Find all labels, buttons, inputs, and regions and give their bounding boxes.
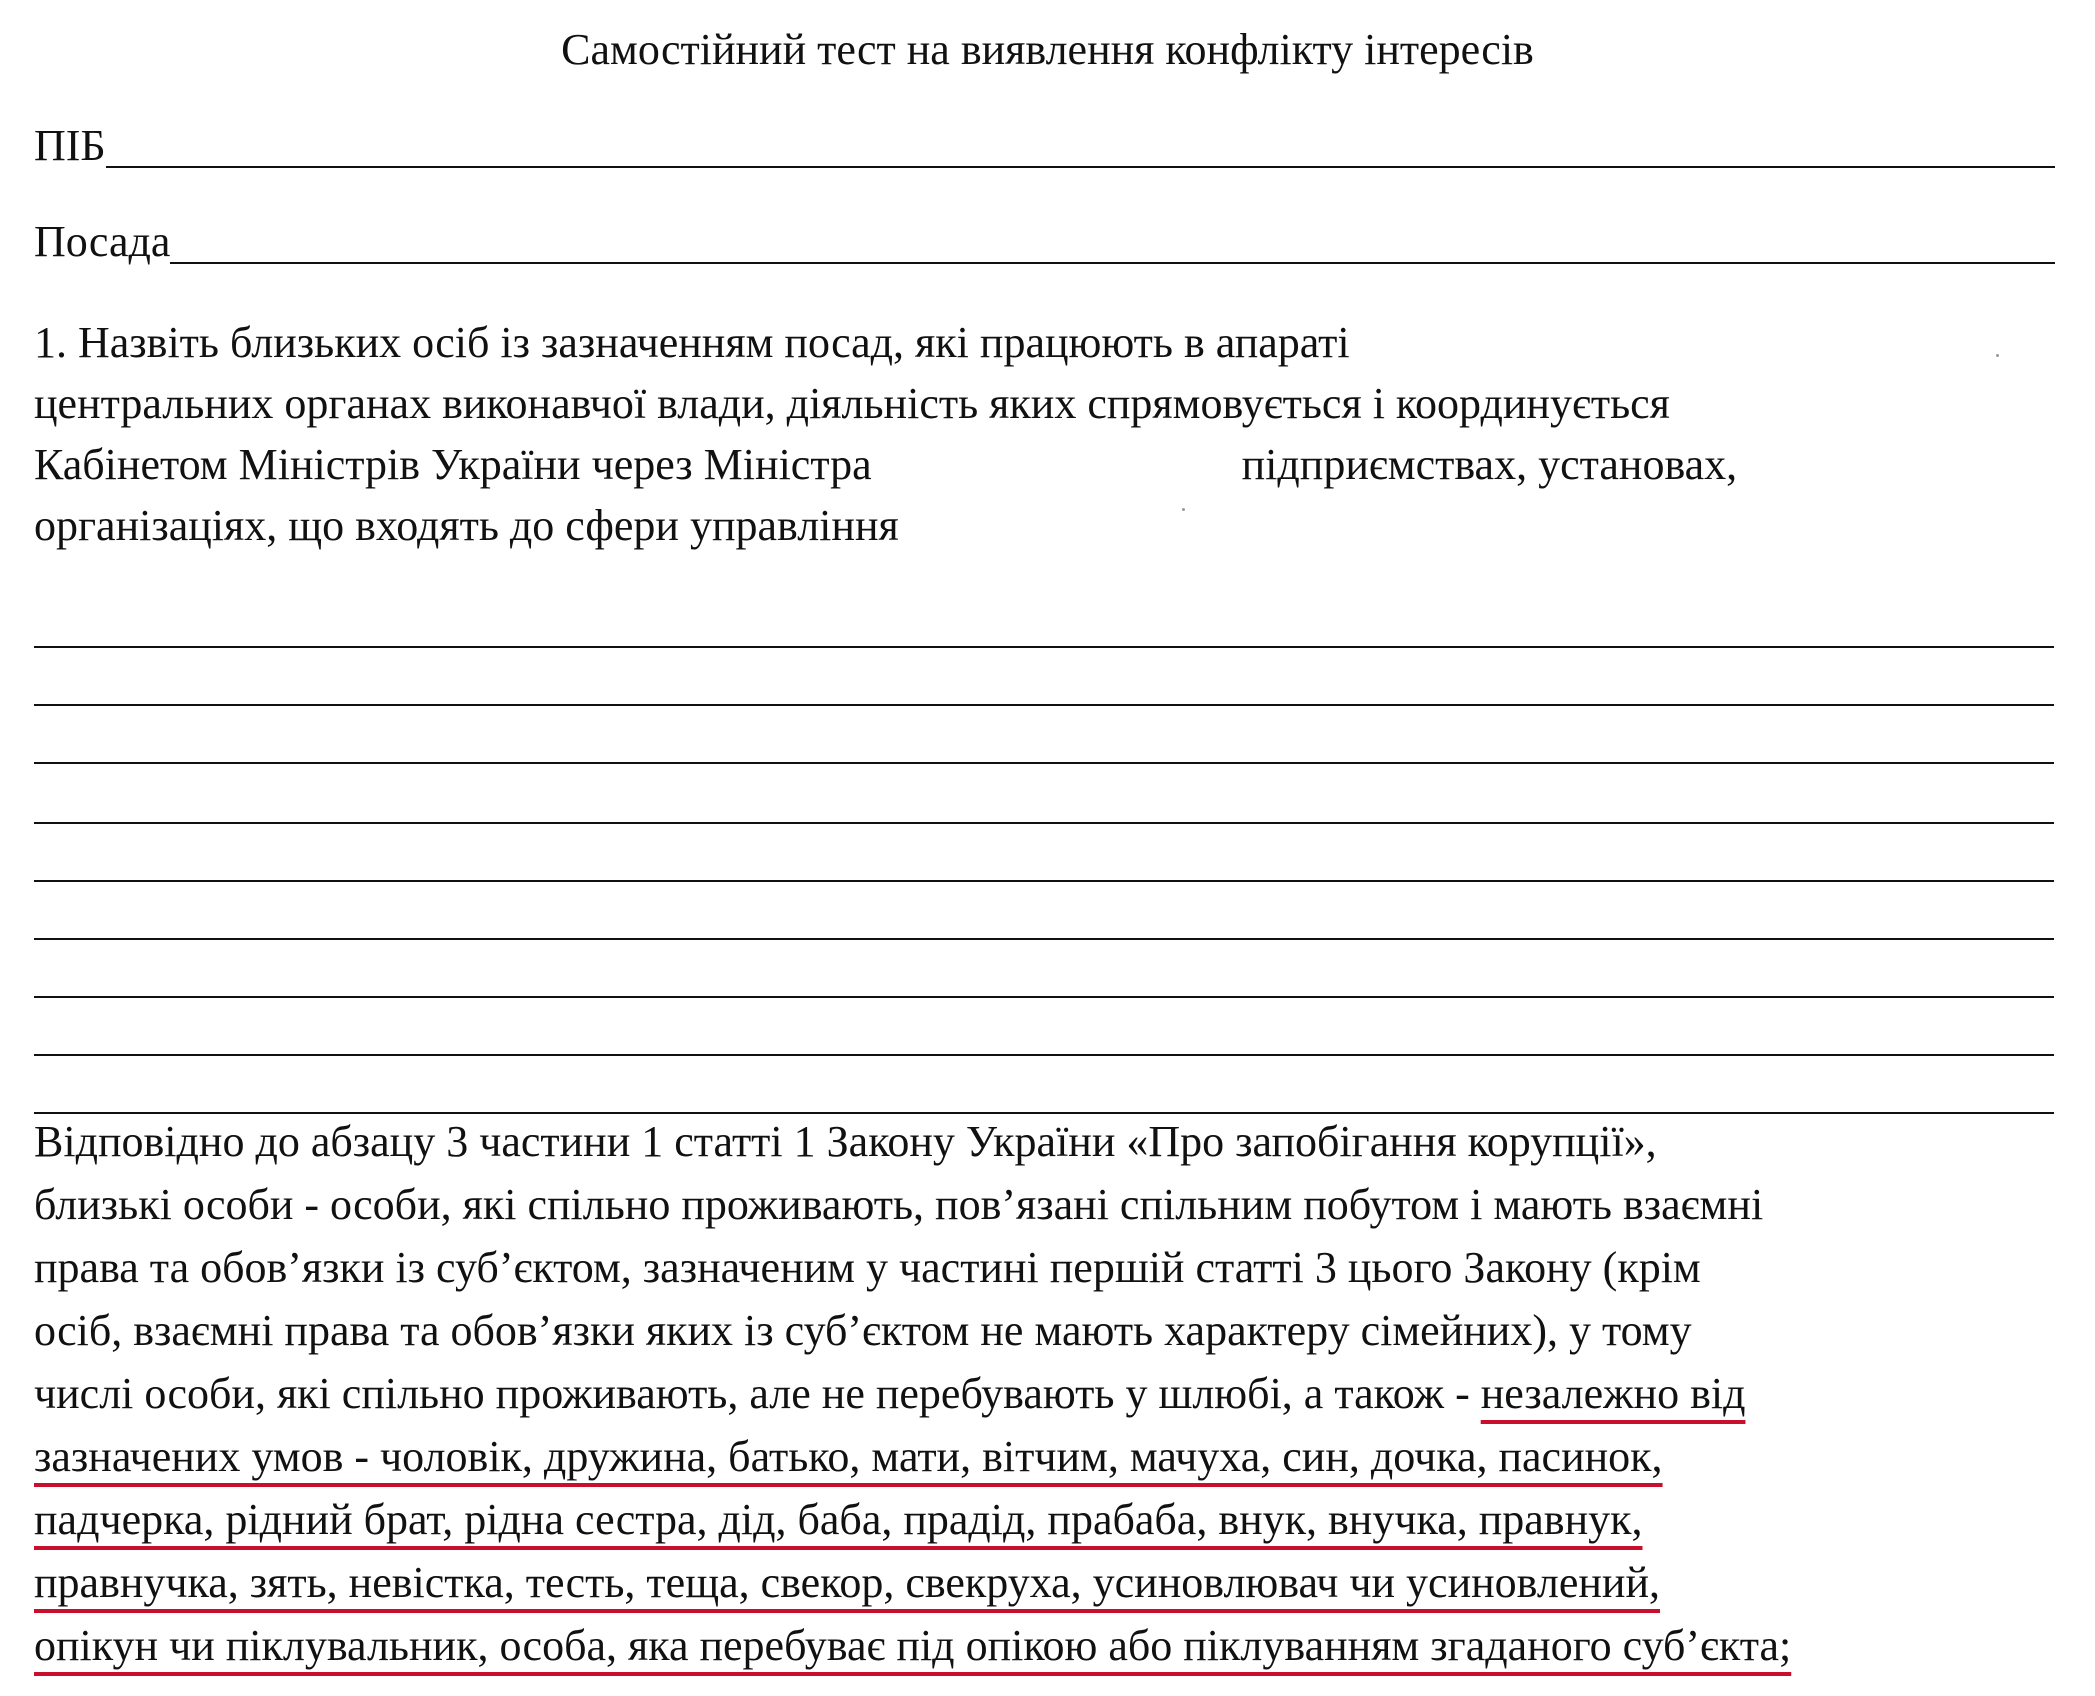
definition-line: осіб, взаємні права та обов’язки яких із суб’єктом не мають характеру сімейних), у тому	[34, 1306, 1692, 1355]
underlined-text: падчерка, рідний брат, рідна сестра, дід, баба, прадід, прабаба, внук, внучка, правнук,	[34, 1495, 1643, 1544]
definition-line	[34, 1425, 2064, 1488]
question-1-line: 1. Назвіть близьких осіб із зазначенням посад, які працюють в апараті	[34, 318, 1350, 367]
document-title: Самостійний тест на виявлення конфлікту інтересів	[561, 25, 1534, 74]
scan-speck	[1182, 508, 1185, 511]
question-1-line	[34, 434, 2024, 495]
question-1-line: організаціях, що входять до сфери управління	[34, 501, 899, 550]
answer-line[interactable]	[34, 704, 2054, 706]
question-1-text: Кабінетом Міністрів України через Міністра	[34, 440, 872, 489]
underlined-text: правнучка, зять, невістка, тесть, теща, свекор, свекруха, усиновлювач чи усиновлений,	[34, 1558, 1661, 1607]
underlined-text: зазначених умов - чоловік, дружина, батько, мати, вітчим, мачуха, син, дочка, пасинок,	[34, 1432, 1663, 1481]
answer-line[interactable]	[34, 822, 2054, 824]
answer-line[interactable]	[34, 938, 2054, 940]
answer-line[interactable]	[34, 880, 2054, 882]
answer-line[interactable]	[34, 996, 2054, 998]
position-field-blank[interactable]	[170, 222, 2055, 264]
position-field-row	[34, 214, 2055, 270]
question-1-line: центральних органах виконавчої влади, діяльність яких спрямовується і координується	[34, 379, 1670, 428]
definition-line	[34, 1614, 2064, 1677]
definition-line	[34, 1362, 2064, 1425]
definition-line	[34, 1551, 2064, 1614]
definition-paragraph	[34, 1110, 2064, 1677]
answer-line[interactable]	[34, 646, 2054, 648]
definition-line: близькі особи - особи, які спільно проживають, пов’язані спільним побутом і мають взаємні	[34, 1180, 1764, 1229]
underlined-text: опікун чи піклувальник, особа, яка перебуває під опікою або піклуванням згаданого суб’єкта;	[34, 1621, 1792, 1670]
underlined-text: незалежно від	[1480, 1369, 1746, 1418]
definition-text: числі особи, які спільно проживають, але не перебувають у шлюбі, а також -	[34, 1369, 1481, 1418]
question-1-text: підприємствах, установах,	[1241, 440, 1738, 489]
definition-line: права та обов’язки із суб’єктом, зазначеним у частині першій статті 3 цього Закону (крім	[34, 1243, 1701, 1292]
question-1	[34, 312, 2024, 556]
name-field-blank[interactable]	[106, 126, 2055, 168]
name-field-label: ПІБ	[34, 121, 106, 170]
name-field-row	[34, 118, 2055, 174]
definition-line	[34, 1488, 2064, 1551]
answer-line[interactable]	[34, 1054, 2054, 1056]
definition-line: Відповідно до абзацу 3 частини 1 статті 1 Закону України «Про запобігання корупції»,	[34, 1117, 1657, 1166]
scan-speck	[1996, 354, 1999, 357]
position-field-label: Посада	[34, 217, 171, 266]
answer-line[interactable]	[34, 762, 2054, 764]
